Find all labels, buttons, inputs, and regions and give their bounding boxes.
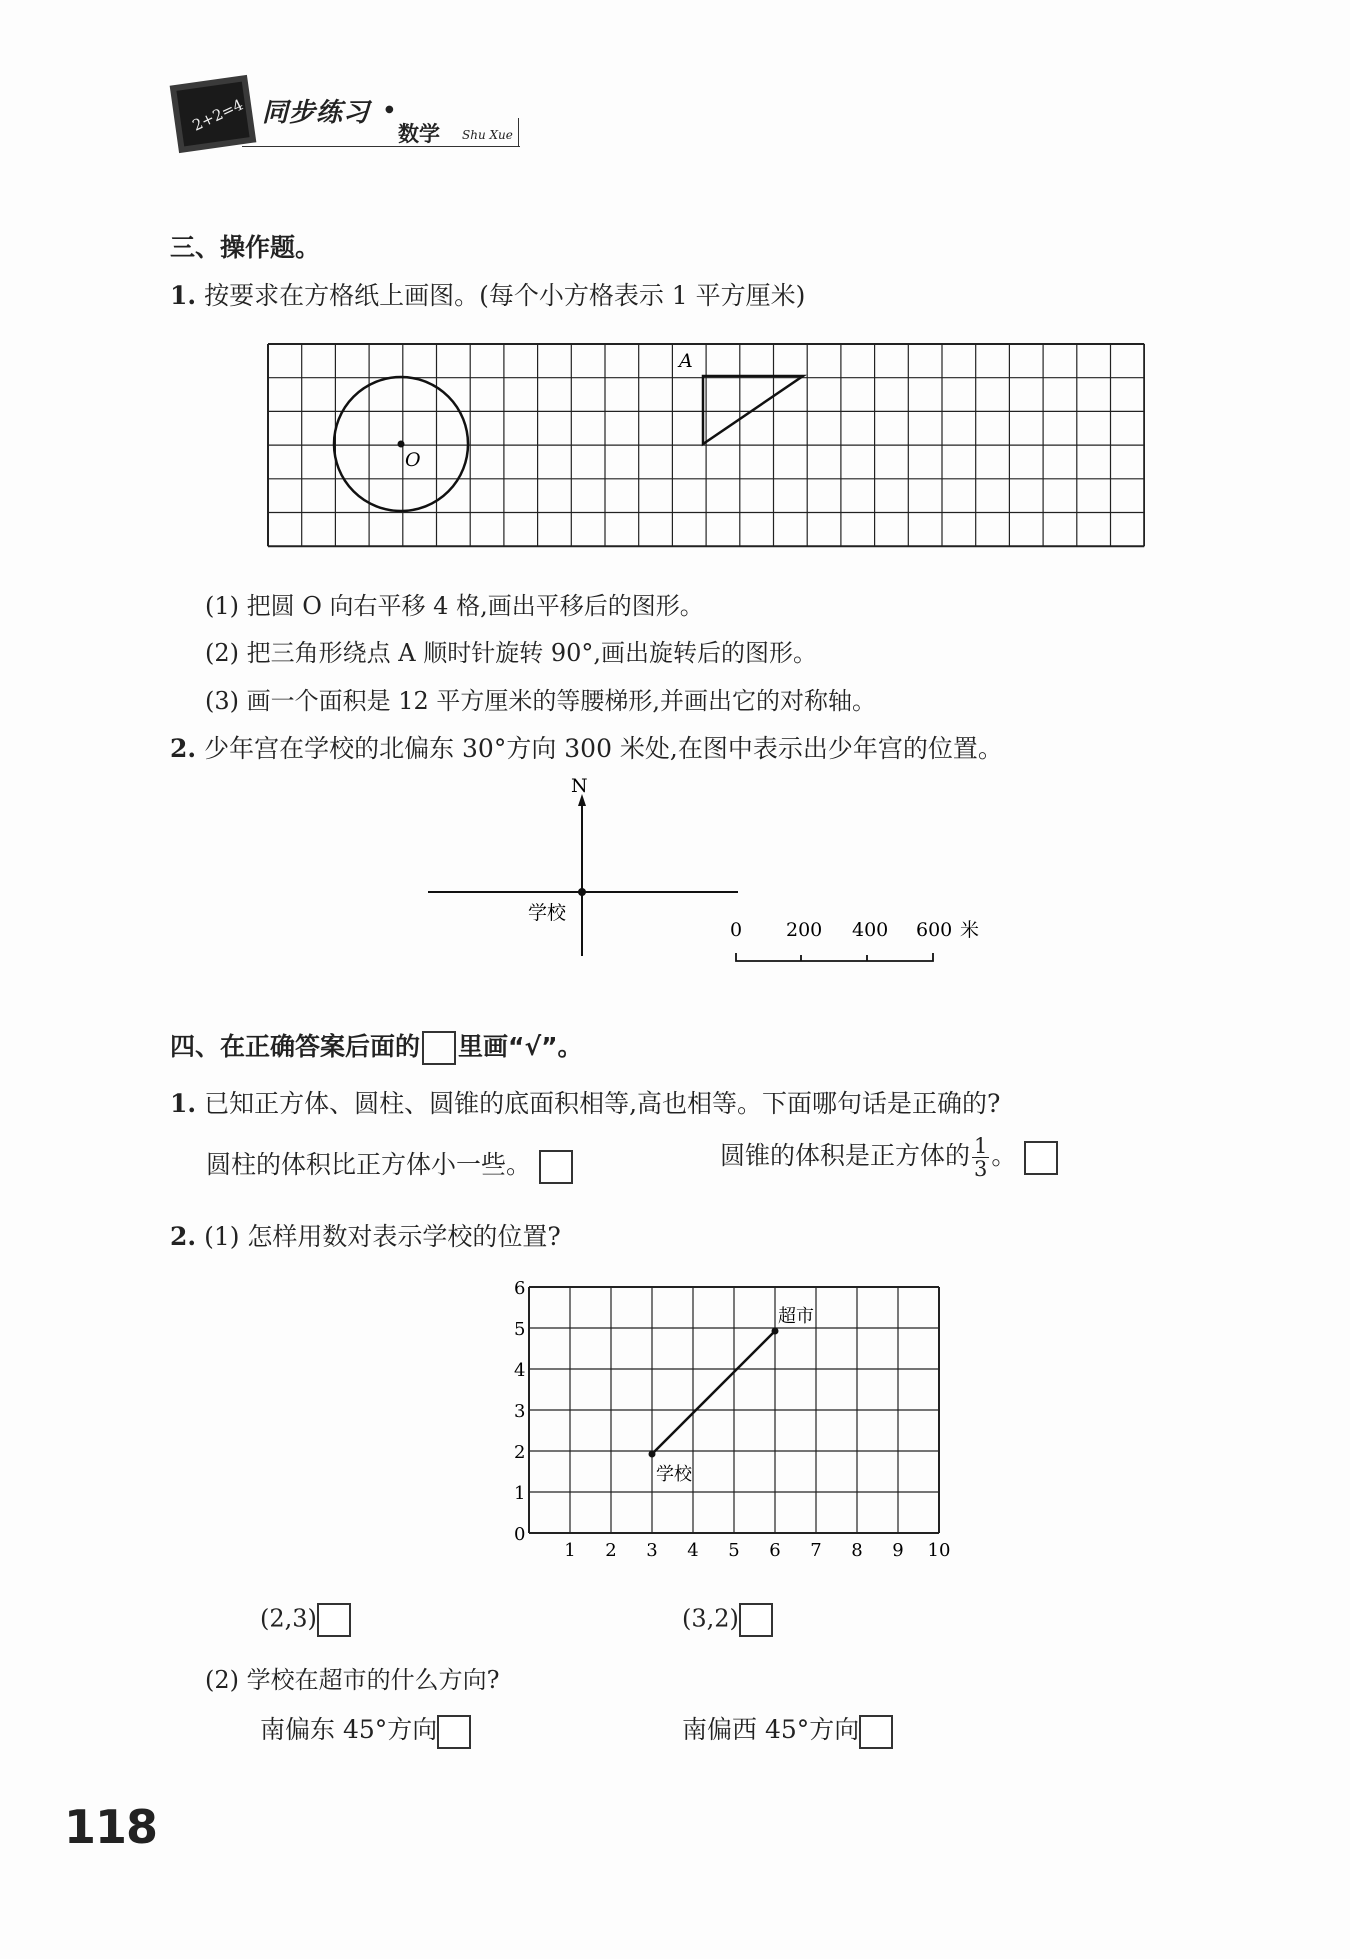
workbook-page: 2+2=4 同步练习 ● 数学 Shu Xue 三、操作题。 1. 按要求在方格纸上画图。(每个小方格表示 1 平方厘米) O A (1) 把圆 O 向右平移 4 格,画出平移后的图形。 (2) 把三角形绕点 A 顺时针旋转 90°,画出旋转后的图形。 (3) 画一个面积是 12 平方厘米的等腰梯形,并画出它的对称轴。 2. 少年宫在学校的北偏东 30°方向 300 米处,在图中表示出少年宫的位置。 N 学校 0 200 400 600 米 四、在正确答案后面的 里画“√”。 1. 已知正方体、圆柱、圆锥的底面积相等,高也相等。下面哪句话是正确的? 圆柱的体积比正方体小一些。 圆锥的体积是正方体的 $\frac{1}{3}$ 。 2. (1) 怎样用数对表示学校的位置? 0 1 2 3 4 5 6 1 2 3 4 5 6 7 8 9 10 超市 学校 (2,3) (3,2) (2) 学校在超市的什么方向? 南偏东 45°方向 南偏西 45°方向 118: [0, 0, 1350, 1959]
choice-2-3: [260, 1603, 351, 1637]
x-tick-10: 10: [927, 1540, 951, 1561]
section4-title-end: 里画“√”。: [458, 1032, 583, 1061]
y-axis-ticks: [514, 1278, 525, 1545]
page-number: 118: [64, 1800, 158, 1854]
choice-3-2: [682, 1603, 773, 1637]
s4-q2-part2: (2) 学校在超市的什么方向?: [205, 1666, 500, 1694]
supermarket-point: [772, 1328, 779, 1335]
question-text: 已知正方体、圆柱、圆锥的底面积相等,高也相等。下面哪句话是正确的?: [204, 1089, 1001, 1118]
q1-item-1: (1) 把圆 O 向右平移 4 格,画出平移后的图形。: [205, 592, 704, 620]
question-number: 1.: [170, 281, 197, 310]
scale-unit: 米: [960, 919, 980, 941]
s4-question-2: [170, 1217, 561, 1253]
center-point-o: [398, 441, 405, 448]
answer-box-icon: [422, 1031, 456, 1065]
school-label: 学校: [656, 1464, 692, 1485]
school-point: [578, 888, 586, 896]
x-tick-8: 8: [851, 1540, 863, 1561]
checkbox-southeast[interactable]: [437, 1715, 471, 1749]
scale-bar: [736, 953, 933, 961]
x-tick-4: 4: [687, 1540, 699, 1561]
logo-text: 2+2=4: [189, 95, 246, 135]
x-axis-ticks: [564, 1540, 950, 1561]
x-tick-9: 9: [892, 1540, 904, 1561]
scale-400: 400: [852, 919, 889, 941]
checkbox-2-3[interactable]: [317, 1603, 351, 1637]
option-cylinder: [206, 1145, 573, 1184]
school-supermarket-line: [652, 1331, 775, 1454]
checkbox-cone[interactable]: [1024, 1141, 1058, 1175]
label-o: O: [405, 449, 421, 471]
coordinate-grid: [490, 1278, 970, 1568]
triangle: [703, 376, 803, 444]
x-tick-3: 3: [646, 1540, 658, 1561]
x-tick-7: 7: [810, 1540, 822, 1561]
q1-item-3: (3) 画一个面积是 12 平方厘米的等腰梯形,并画出它的对称轴。: [205, 687, 877, 715]
choice-southwest: [682, 1710, 893, 1749]
question-text: (1) 怎样用数对表示学校的位置?: [204, 1222, 561, 1251]
question-1: [170, 276, 805, 312]
label-a: A: [679, 350, 693, 372]
y-tick-6: 6: [514, 1278, 526, 1299]
y-tick-0: 0: [514, 1524, 526, 1545]
y-tick-2: 2: [514, 1442, 526, 1463]
checkbox-southwest[interactable]: [859, 1715, 893, 1749]
question-text: 少年宫在学校的北偏东 30°方向 300 米处,在图中表示出少年宫的位置。: [204, 734, 1003, 763]
s4-question-1: [170, 1084, 1000, 1120]
option-text: 圆锥的体积是正方体的: [720, 1141, 971, 1170]
scale-0: 0: [730, 919, 743, 941]
question-number: 1.: [170, 1089, 197, 1118]
choice-text: 南偏西 45°方向: [682, 1715, 860, 1744]
school-point: [649, 1451, 656, 1458]
school-label: 学校: [528, 902, 567, 924]
question-2: [170, 729, 1003, 765]
choice-text: 南偏东 45°方向: [260, 1715, 438, 1744]
q1-item-2: (2) 把三角形绕点 A 顺时针旋转 90°,画出旋转后的图形。: [205, 639, 818, 667]
y-tick-4: 4: [514, 1360, 526, 1381]
checkbox-cylinder[interactable]: [539, 1150, 573, 1184]
header-underline: [242, 146, 520, 147]
x-tick-1: 1: [564, 1540, 576, 1561]
supermarket-label: 超市: [778, 1306, 814, 1327]
section4-title-start: 四、在正确答案后面的: [170, 1032, 421, 1061]
blackboard-logo: [168, 72, 263, 162]
y-tick-3: 3: [514, 1401, 526, 1422]
checkbox-3-2[interactable]: [739, 1603, 773, 1637]
section3-title: 三、操作题。: [170, 233, 321, 262]
question-number: 2.: [170, 734, 197, 763]
option-text: 圆柱的体积比正方体小一些。: [206, 1150, 532, 1179]
y-tick-1: 1: [514, 1483, 526, 1504]
choice-text: (3,2): [682, 1604, 739, 1633]
choice-text: (2,3): [260, 1604, 317, 1633]
compass-diagram: [420, 770, 1020, 970]
scale-200: 200: [786, 919, 823, 941]
coordinate-grid-lines: [529, 1287, 939, 1533]
fraction-one-third: $\frac{1}{3}$: [974, 1134, 988, 1181]
series-title: 同步练习: [262, 98, 371, 128]
choice-southeast: [260, 1710, 471, 1749]
grid-paper-figure: [265, 342, 1145, 548]
scale-600: 600: [916, 919, 953, 941]
question-text: 按要求在方格纸上画图。(每个小方格表示 1 平方厘米): [204, 281, 806, 310]
subject-pinyin: Shu Xue: [462, 128, 513, 142]
x-tick-2: 2: [605, 1540, 617, 1561]
x-tick-6: 6: [769, 1540, 781, 1561]
y-tick-5: 5: [514, 1319, 526, 1340]
x-tick-5: 5: [728, 1540, 740, 1561]
subject-title: 数学: [398, 122, 440, 146]
north-label: N: [571, 775, 588, 797]
option-cone: 圆锥的体积是正方体的 $\frac{1}{3}$ 。: [720, 1135, 1058, 1180]
question-number: 2.: [170, 1222, 197, 1251]
section4-title: [170, 1027, 583, 1065]
